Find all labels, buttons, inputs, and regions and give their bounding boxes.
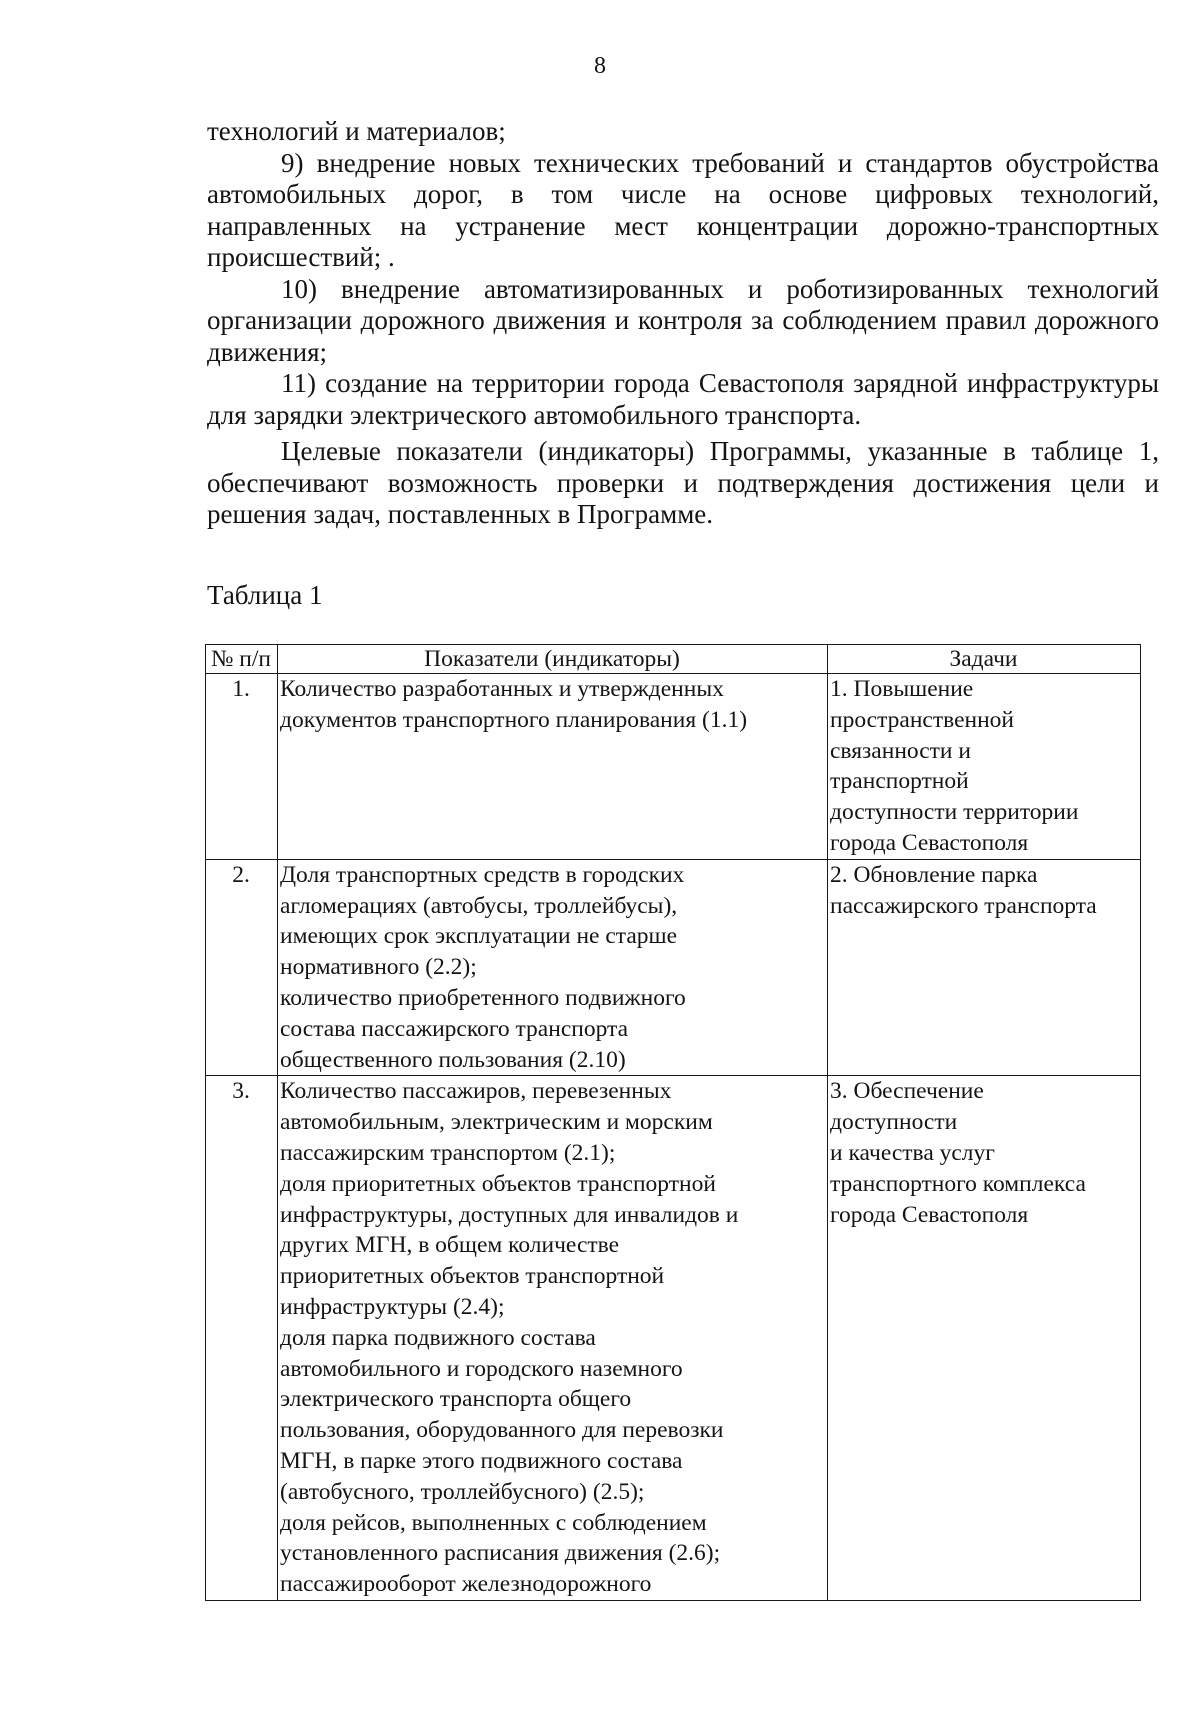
indicator-line: приоритетных объектов транспортной xyxy=(280,1263,665,1290)
page-number: 8 xyxy=(594,53,606,79)
indicator-line: установленного расписания движения (2.6); xyxy=(280,1540,721,1567)
table-header-row xyxy=(206,645,1141,674)
indicator-line: пассажирским транспортом (2.1); xyxy=(280,1139,616,1166)
table-row xyxy=(206,859,1141,1076)
task-line: связанности и xyxy=(830,737,971,764)
table-body xyxy=(206,674,1141,1601)
indicator-line: доля приоритетных объектов транспортной xyxy=(280,1170,716,1197)
paragraph-indicators: Целевые показатели (индикаторы) Программы, указанные в таблице 1, обеспечивают возможность проверки и подтверждения достижения цели и решения задач, поставленных в Программе. xyxy=(207,436,1159,529)
indicator-line: агломерациях (автобусы, троллейбусы), xyxy=(280,892,678,919)
body-text xyxy=(207,116,1159,531)
indicator-line: общественного пользования (2.10) xyxy=(280,1046,626,1073)
indicator-line: пользования, оборудованного для перевозки xyxy=(280,1417,724,1444)
row-task xyxy=(828,1076,1141,1601)
task-line: доступности xyxy=(830,1109,958,1136)
indicator-line: автомобильным, электрическим и морским xyxy=(280,1109,713,1136)
task-line: 1. Повышение xyxy=(830,676,974,702)
indicator-line: нормативного (2.2); xyxy=(280,954,477,981)
indicator-line: электрического транспорта общего xyxy=(280,1386,632,1413)
indicator-line: инфраструктуры, доступных для инвалидов и xyxy=(280,1201,739,1228)
table-caption: Таблица 1 xyxy=(207,580,323,610)
indicator-line: доля парка подвижного состава xyxy=(280,1324,596,1351)
indicator-line: состава пассажирского транспорта xyxy=(280,1015,629,1042)
row-indicators xyxy=(278,859,828,1076)
task-line: доступности территории xyxy=(830,799,1079,826)
indicator-line: инфраструктуры (2.4); xyxy=(280,1293,505,1320)
task-line: пассажирского транспорта xyxy=(830,892,1097,919)
indicator-line: Количество разработанных и утвержденных xyxy=(280,676,724,702)
indicator-line: (автобусного, троллейбусного) (2.5); xyxy=(280,1478,645,1505)
indicator-line: количество приобретенного подвижного xyxy=(280,984,686,1011)
table-row xyxy=(206,674,1141,860)
header-indicators: Показатели (индикаторы) xyxy=(278,645,828,674)
task-line: пространственной xyxy=(830,706,1014,733)
indicators-table xyxy=(205,644,1141,1601)
task-line: города Севастополя xyxy=(830,829,1029,856)
task-line: транспортной xyxy=(830,768,969,795)
task-line: транспортного комплекса xyxy=(830,1170,1086,1197)
header-tasks: Задачи xyxy=(828,645,1141,674)
indicator-line: автомобильного и городского наземного xyxy=(280,1355,683,1382)
row-indicators xyxy=(278,674,828,860)
paragraph-item-11: 11) создание на территории города Севастополя зарядной инфраструктуры для зарядки электрического автомобильного транспорта. xyxy=(207,368,1159,430)
row-number: 2. xyxy=(206,859,278,1076)
indicator-line: документов транспортного планирования (1.1) xyxy=(280,706,748,733)
indicator-line: Количество пассажиров, перевезенных xyxy=(280,1078,672,1105)
task-line: города Севастополя xyxy=(830,1201,1029,1228)
task-line: 2. Обновление парка xyxy=(830,861,1038,888)
indicator-line: МГН, в парке этого подвижного состава xyxy=(280,1447,683,1474)
paragraph-item-9: 9) внедрение новых технических требований и стандартов обустройства автомобильных дорог, в том числе на основе цифровых технологий, направленных на устранение мест концентрации дорожно-транспортных происшествий; . xyxy=(207,147,1159,272)
indicator-line: Доля транспортных средств в городских xyxy=(280,861,685,888)
header-number: № п/п xyxy=(206,645,278,674)
row-number: 1. xyxy=(206,674,278,860)
row-task xyxy=(828,674,1141,860)
indicator-line: имеющих срок эксплуатации не старше xyxy=(280,923,678,950)
table-row xyxy=(206,1076,1141,1601)
row-task xyxy=(828,859,1141,1076)
row-number: 3. xyxy=(206,1076,278,1601)
task-line: 3. Обеспечение xyxy=(830,1078,984,1105)
paragraph-continuation: технологий и материалов; xyxy=(207,116,506,146)
row-indicators xyxy=(278,1076,828,1601)
task-line: и качества услуг xyxy=(830,1139,995,1166)
indicator-line: пассажирооборот железнодорожного xyxy=(280,1571,652,1598)
paragraph-item-10: 10) внедрение автоматизированных и роботизированных технологий организации дорожного движения и контроля за соблюдением правил дорожного движения; xyxy=(207,273,1159,367)
indicator-line: других МГН, в общем количестве xyxy=(280,1232,620,1259)
indicator-line: доля рейсов, выполненных с соблюдением xyxy=(280,1509,707,1536)
